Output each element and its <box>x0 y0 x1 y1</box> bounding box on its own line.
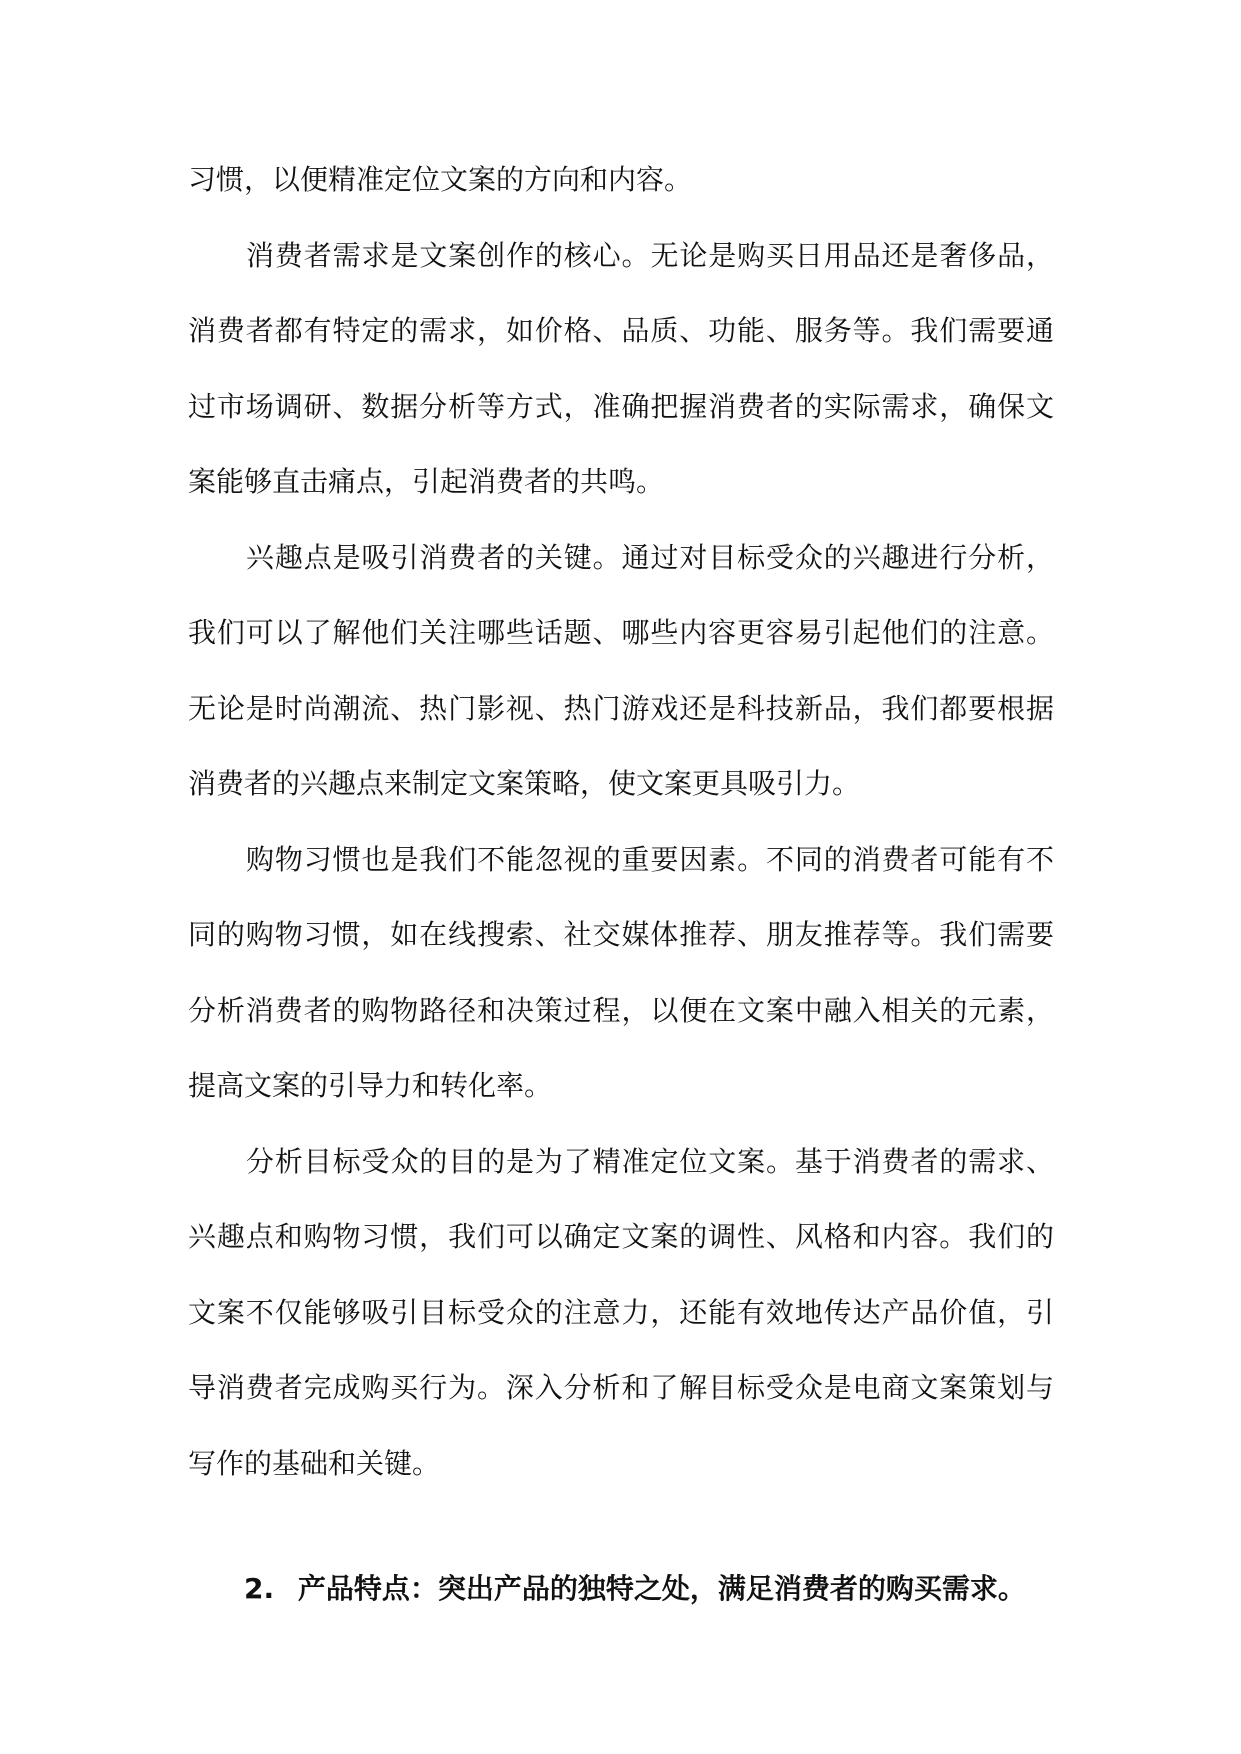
paragraph-shopping-habits: 购物习惯也是我们不能忽视的重要因素。不同的消费者可能有不同的购物习惯，如在线搜索、社交媒体推荐、朋友推荐等。我们需要分析消费者的购物路径和决策过程，以便在文案中融入相关的元素，提高文案的引导力和转化率。 <box>188 842 1054 1102</box>
section-heading <box>188 1551 1054 1626</box>
paragraph-analysis-purpose: 分析目标受众的目的是为了精准定位文案。基于消费者的需求、兴趣点和购物习惯，我们可以确定文案的调性、风格和内容。我们的文案不仅能够吸引目标受众的注意力，还能有效地传达产品价值，引导消费者完成购买行为。深入分析和了解目标受众是电商文案策划与写作的基础和关键。 <box>188 1144 1054 1480</box>
paragraph-consumer-needs: 消费者需求是文案创作的核心。无论是购买日用品还是奢侈品，消费者都有特定的需求，如价格、品质、功能、服务等。我们需要通过市场调研、数据分析等方式，准确把握消费者的实际需求，确保文案能够直击痛点，引起消费者的共鸣。 <box>188 238 1054 498</box>
section-heading-number: 2. <box>244 1572 275 1605</box>
paragraph-interests: 兴趣点是吸引消费者的关键。通过对目标受众的兴趣进行分析，我们可以了解他们关注哪些话题、哪些内容更容易引起他们的注意。无论是时尚潮流、热门影视、热门游戏还是科技新品，我们都要根据消费者的兴趣点来制定文案策略，使文案更具吸引力。 <box>188 540 1054 800</box>
paragraph-continued: 习惯，以便精准定位文案的方向和内容。 <box>188 163 693 196</box>
section-heading-text: 产品特点：突出产品的独特之处，满足消费者的购买需求。 <box>297 1572 1026 1605</box>
document-body <box>188 142 1054 1626</box>
